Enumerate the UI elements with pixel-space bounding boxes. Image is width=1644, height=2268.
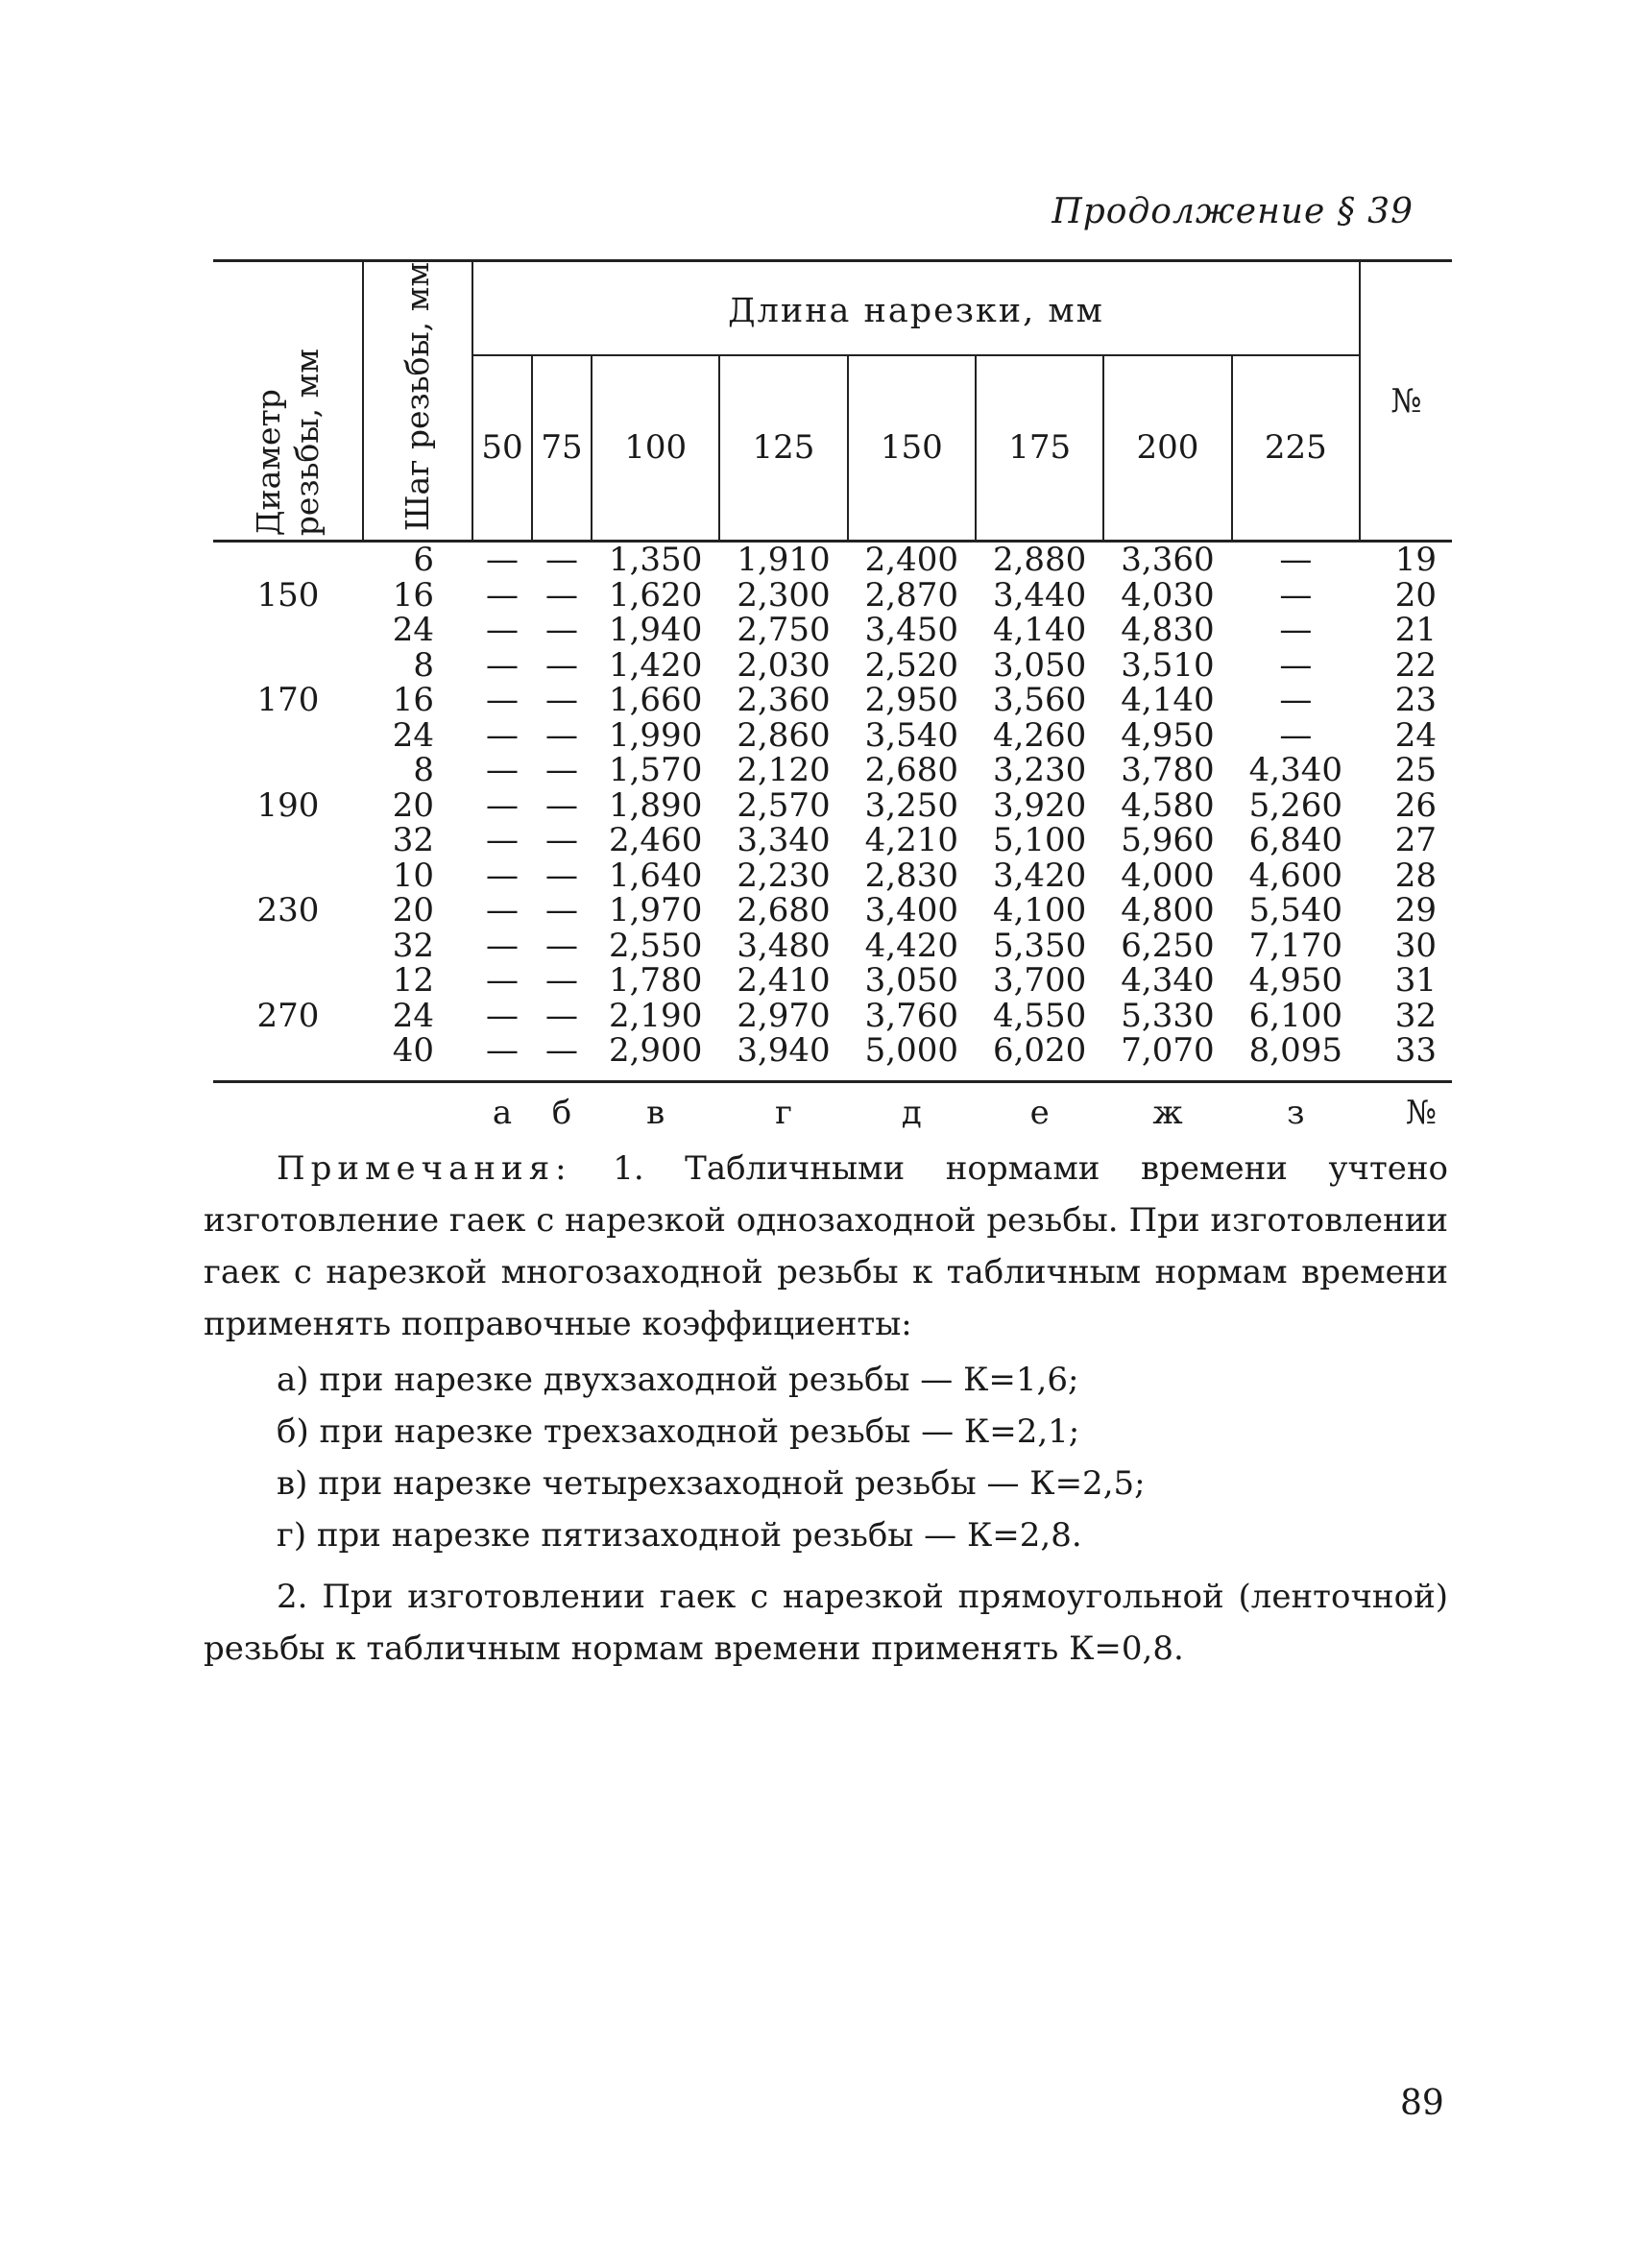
time-value: 2,190 bbox=[608, 996, 703, 1035]
time-value: 1,640 bbox=[608, 856, 703, 895]
time-value: 3,250 bbox=[864, 785, 958, 825]
time-value: 7,070 bbox=[1121, 1031, 1215, 1071]
time-cell bbox=[976, 753, 1103, 858]
time-value: 2,570 bbox=[737, 785, 831, 825]
diameter-cell: 230 bbox=[256, 891, 320, 930]
step-value: 24 bbox=[392, 715, 434, 755]
step-value: 24 bbox=[392, 996, 434, 1035]
time-value: 2,550 bbox=[608, 926, 703, 965]
time-value: 2,870 bbox=[864, 575, 958, 615]
time-value: 7,170 bbox=[1248, 926, 1342, 965]
time-value: 5,960 bbox=[1121, 821, 1215, 860]
time-value: 3,340 bbox=[737, 821, 831, 860]
time-value: 4,030 bbox=[1121, 575, 1215, 615]
time-value: — bbox=[1279, 645, 1313, 685]
row-number: 28 bbox=[1394, 856, 1437, 895]
time-value: 2,950 bbox=[864, 681, 958, 720]
coefficient-item: в) при нарезке четырехзаходной резьбы — К=2,5; bbox=[277, 1464, 1146, 1503]
diameter-group bbox=[213, 963, 1452, 1081]
length-header: 150 bbox=[848, 355, 976, 541]
step-value: 10 bbox=[392, 856, 434, 895]
notes-label: Примечания: bbox=[277, 1149, 572, 1188]
time-value: 2,880 bbox=[992, 541, 1087, 580]
step-cell bbox=[363, 645, 472, 755]
time-cell bbox=[472, 858, 532, 964]
time-value: 2,900 bbox=[608, 1031, 703, 1071]
length-header: 200 bbox=[1103, 355, 1231, 541]
time-cell bbox=[592, 753, 719, 858]
time-value: 1,990 bbox=[608, 715, 703, 755]
step-value: 40 bbox=[392, 1031, 434, 1071]
length-header: 50 bbox=[472, 355, 532, 541]
time-value: — bbox=[486, 856, 519, 895]
step-value: 8 bbox=[413, 645, 434, 685]
time-cell bbox=[719, 645, 847, 755]
time-value: — bbox=[545, 575, 578, 615]
row-number: 33 bbox=[1394, 1031, 1437, 1071]
time-value: 4,340 bbox=[1248, 751, 1342, 790]
column-letter: г bbox=[775, 1093, 792, 1132]
step-value: 12 bbox=[392, 961, 434, 1001]
row-number: 25 bbox=[1394, 751, 1437, 790]
time-value: — bbox=[486, 541, 519, 580]
time-value: 6,020 bbox=[992, 1031, 1087, 1071]
time-cell bbox=[532, 542, 592, 648]
col-header-step: Шаг резьбы, мм bbox=[363, 261, 472, 541]
step-value: 8 bbox=[413, 751, 434, 790]
time-value: — bbox=[545, 961, 578, 1001]
time-value: — bbox=[545, 785, 578, 825]
step-value: 32 bbox=[392, 821, 434, 860]
row-number: 30 bbox=[1394, 926, 1437, 965]
time-value: 4,800 bbox=[1121, 891, 1215, 930]
time-cell bbox=[592, 963, 719, 1081]
column-letter: з bbox=[1287, 1093, 1305, 1132]
diameter-cell: 190 bbox=[256, 785, 320, 825]
time-cell bbox=[719, 858, 847, 964]
time-value: — bbox=[545, 1031, 578, 1071]
time-value: 3,400 bbox=[864, 891, 958, 930]
step-value: 16 bbox=[392, 575, 434, 615]
time-value: 3,940 bbox=[737, 1031, 831, 1071]
time-cell bbox=[1232, 645, 1360, 755]
time-value: — bbox=[1279, 575, 1313, 615]
row-number-cell bbox=[1360, 542, 1452, 648]
time-value: 5,260 bbox=[1248, 785, 1342, 825]
time-value: 2,970 bbox=[737, 996, 831, 1035]
col-header-number: № bbox=[1360, 261, 1452, 541]
time-cell bbox=[848, 753, 976, 858]
time-cell bbox=[719, 753, 847, 858]
time-value: 3,420 bbox=[992, 856, 1087, 895]
time-cell bbox=[1103, 753, 1231, 858]
time-value: 2,520 bbox=[864, 645, 958, 685]
time-value: 3,540 bbox=[864, 715, 958, 755]
time-value: — bbox=[486, 611, 519, 650]
time-cell bbox=[1103, 858, 1231, 964]
diameter-cell: 170 bbox=[256, 681, 320, 720]
time-cell bbox=[976, 963, 1103, 1081]
time-cell bbox=[532, 858, 592, 964]
time-value: 2,360 bbox=[737, 681, 831, 720]
time-cell bbox=[976, 858, 1103, 964]
time-cell bbox=[719, 542, 847, 648]
time-value: 3,450 bbox=[864, 611, 958, 650]
time-cell bbox=[1232, 858, 1360, 964]
time-value: 8,095 bbox=[1248, 1031, 1342, 1071]
row-number: 27 bbox=[1394, 821, 1437, 860]
time-value: 1,780 bbox=[608, 961, 703, 1001]
time-value: — bbox=[1279, 681, 1313, 720]
step-cell bbox=[363, 542, 472, 648]
column-letter: д bbox=[901, 1093, 922, 1132]
time-cell bbox=[472, 963, 532, 1081]
time-value: — bbox=[545, 926, 578, 965]
time-cell bbox=[1232, 963, 1360, 1081]
time-value: 6,100 bbox=[1248, 996, 1342, 1035]
time-value: 3,700 bbox=[992, 961, 1087, 1001]
step-value: 20 bbox=[392, 891, 434, 930]
time-value: — bbox=[486, 996, 519, 1035]
time-value: 2,410 bbox=[737, 961, 831, 1001]
length-header: 75 bbox=[532, 355, 592, 541]
time-value: 2,300 bbox=[737, 575, 831, 615]
time-value: — bbox=[545, 541, 578, 580]
page-number: 89 bbox=[1400, 2084, 1444, 2123]
time-value: 2,680 bbox=[737, 891, 831, 930]
time-value: 4,830 bbox=[1121, 611, 1215, 650]
time-value: 2,830 bbox=[864, 856, 958, 895]
time-value: 5,330 bbox=[1121, 996, 1215, 1035]
column-letter: б bbox=[551, 1093, 572, 1132]
note-1 bbox=[204, 1143, 1448, 1350]
time-value: 4,340 bbox=[1121, 961, 1215, 1001]
time-cell bbox=[532, 753, 592, 858]
step-value: 6 bbox=[413, 541, 434, 580]
step-cell bbox=[363, 858, 472, 964]
time-value: — bbox=[486, 821, 519, 860]
time-value: 4,000 bbox=[1121, 856, 1215, 895]
row-number: 21 bbox=[1394, 611, 1437, 650]
time-value: 2,230 bbox=[737, 856, 831, 895]
time-cell bbox=[976, 645, 1103, 755]
column-letter: а bbox=[492, 1093, 513, 1132]
col-header-length-group: Длина нарезки, мм bbox=[472, 261, 1360, 355]
length-header: 175 bbox=[976, 355, 1103, 541]
coefficient-list bbox=[277, 1354, 1448, 1561]
time-cell bbox=[592, 542, 719, 648]
row-number: 20 bbox=[1394, 575, 1437, 615]
time-value: 2,030 bbox=[737, 645, 831, 685]
time-value: 4,140 bbox=[1121, 681, 1215, 720]
time-cell bbox=[532, 645, 592, 755]
time-value: 6,250 bbox=[1121, 926, 1215, 965]
time-cell bbox=[1103, 963, 1231, 1081]
time-cell bbox=[592, 858, 719, 964]
time-value: — bbox=[1279, 715, 1313, 755]
time-value: — bbox=[486, 785, 519, 825]
length-header: 100 bbox=[592, 355, 719, 541]
time-value: 1,620 bbox=[608, 575, 703, 615]
time-cell bbox=[532, 963, 592, 1081]
time-value: 4,140 bbox=[992, 611, 1087, 650]
time-value: 4,950 bbox=[1121, 715, 1215, 755]
time-value: — bbox=[486, 891, 519, 930]
time-value: 4,420 bbox=[864, 926, 958, 965]
time-cell bbox=[848, 645, 976, 755]
time-value: 4,100 bbox=[992, 891, 1087, 930]
running-header: Продолжение § 39 bbox=[1052, 192, 1414, 231]
time-value: 3,050 bbox=[864, 961, 958, 1001]
row-number: 22 bbox=[1394, 645, 1437, 685]
time-value: 1,570 bbox=[608, 751, 703, 790]
time-value: 3,780 bbox=[1121, 751, 1215, 790]
time-cell bbox=[1232, 542, 1360, 648]
time-value: — bbox=[1279, 611, 1313, 650]
diameter-group bbox=[213, 858, 1452, 964]
time-value: 1,350 bbox=[608, 541, 703, 580]
note-1-text: 1. Табличными нормами времени учтено изготовление гаек с нарезкой однозаходной резьбы. При изготовлении гаек с нарезкой многозаходной резьбы к табличным нормам времени применять поправочные коэффициенты: bbox=[204, 1149, 1448, 1343]
time-value: 3,230 bbox=[992, 751, 1087, 790]
time-value: 4,580 bbox=[1121, 785, 1215, 825]
coefficient-item: г) при нарезке пятизаходной резьбы — К=2,8. bbox=[277, 1516, 1082, 1555]
time-cell bbox=[472, 753, 532, 858]
time-value: — bbox=[545, 715, 578, 755]
length-header: 125 bbox=[719, 355, 847, 541]
time-value: — bbox=[545, 681, 578, 720]
time-value: — bbox=[545, 856, 578, 895]
time-value: — bbox=[486, 926, 519, 965]
time-value: 5,350 bbox=[992, 926, 1087, 965]
row-number: 23 bbox=[1394, 681, 1437, 720]
time-value: 2,400 bbox=[864, 541, 958, 580]
coefficient-item: а) при нарезке двухзаходной резьбы — К=1,6; bbox=[277, 1361, 1079, 1399]
time-value: 6,840 bbox=[1248, 821, 1342, 860]
time-value: 1,970 bbox=[608, 891, 703, 930]
row-number: 32 bbox=[1394, 996, 1437, 1035]
time-value: 2,680 bbox=[864, 751, 958, 790]
time-value: 4,950 bbox=[1248, 961, 1342, 1001]
time-value: 3,510 bbox=[1121, 645, 1215, 685]
time-value: 1,420 bbox=[608, 645, 703, 685]
diameter-cell: 150 bbox=[256, 575, 320, 615]
time-value: 1,890 bbox=[608, 785, 703, 825]
time-cell bbox=[719, 963, 847, 1081]
row-number: 24 bbox=[1394, 715, 1437, 755]
time-cell bbox=[472, 645, 532, 755]
note-2: 2. При изготовлении гаек с нарезкой прямоугольной (ленточной) резьбы к табличным нормам времени применять К=0,8. bbox=[204, 1578, 1448, 1668]
time-value: 2,860 bbox=[737, 715, 831, 755]
time-value: 3,480 bbox=[737, 926, 831, 965]
time-cell bbox=[472, 542, 532, 648]
row-number: 19 bbox=[1394, 541, 1437, 580]
time-value: 3,760 bbox=[864, 996, 958, 1035]
time-cell bbox=[592, 645, 719, 755]
time-value: — bbox=[486, 681, 519, 720]
time-cell bbox=[1103, 542, 1231, 648]
time-value: — bbox=[545, 996, 578, 1035]
coefficient-item: б) при нарезке трехзаходной резьбы — К=2,1; bbox=[277, 1412, 1080, 1451]
step-cell bbox=[363, 963, 472, 1081]
time-value: — bbox=[545, 611, 578, 650]
time-value: 4,260 bbox=[992, 715, 1087, 755]
row-number-cell bbox=[1360, 645, 1452, 755]
step-value: 32 bbox=[392, 926, 434, 965]
column-letter: е bbox=[1029, 1093, 1050, 1132]
row-number-cell bbox=[1360, 858, 1452, 964]
time-value: 2,750 bbox=[737, 611, 831, 650]
column-letters-row bbox=[213, 1083, 1452, 1143]
time-cell bbox=[1232, 753, 1360, 858]
time-value: 2,120 bbox=[737, 751, 831, 790]
time-value: 1,660 bbox=[608, 681, 703, 720]
time-value: — bbox=[486, 645, 519, 685]
time-value: — bbox=[486, 751, 519, 790]
time-value: — bbox=[486, 715, 519, 755]
diameter-group bbox=[213, 753, 1452, 858]
time-value: — bbox=[545, 891, 578, 930]
diameter-cell: 270 bbox=[256, 996, 320, 1035]
diameter-group bbox=[213, 648, 1452, 754]
time-value: — bbox=[486, 961, 519, 1001]
time-value: — bbox=[545, 645, 578, 685]
row-number: 29 bbox=[1394, 891, 1437, 930]
length-header: 225 bbox=[1232, 355, 1360, 541]
time-value: 3,920 bbox=[992, 785, 1087, 825]
time-value: 5,540 bbox=[1248, 891, 1342, 930]
step-value: 16 bbox=[392, 681, 434, 720]
time-value: 5,000 bbox=[864, 1031, 958, 1071]
step-value: 20 bbox=[392, 785, 434, 825]
time-cell bbox=[848, 542, 976, 648]
row-number: 26 bbox=[1394, 785, 1437, 825]
diameter-group bbox=[213, 542, 1452, 648]
notes bbox=[204, 1143, 1448, 1675]
time-value: 3,050 bbox=[992, 645, 1087, 685]
time-value: 3,360 bbox=[1121, 541, 1215, 580]
time-cell bbox=[976, 542, 1103, 648]
step-value: 24 bbox=[392, 611, 434, 650]
time-value: 4,600 bbox=[1248, 856, 1342, 895]
step-cell bbox=[363, 753, 472, 858]
time-value: 1,910 bbox=[737, 541, 831, 580]
time-value: 1,940 bbox=[608, 611, 703, 650]
time-value: 4,210 bbox=[864, 821, 958, 860]
time-cell bbox=[1103, 645, 1231, 755]
time-value: 2,460 bbox=[608, 821, 703, 860]
time-value: 5,100 bbox=[992, 821, 1087, 860]
column-letter: в bbox=[646, 1093, 665, 1132]
time-value: — bbox=[486, 1031, 519, 1071]
time-value: — bbox=[1279, 541, 1313, 580]
time-value: — bbox=[545, 751, 578, 790]
time-value: 3,560 bbox=[992, 681, 1087, 720]
time-value: — bbox=[486, 575, 519, 615]
norms-table bbox=[213, 259, 1452, 1143]
time-value: — bbox=[545, 821, 578, 860]
column-letter: ж bbox=[1152, 1093, 1183, 1132]
time-cell bbox=[848, 858, 976, 964]
row-number-cell bbox=[1360, 753, 1452, 858]
row-number-cell bbox=[1360, 963, 1452, 1081]
row-number: 31 bbox=[1394, 961, 1437, 1001]
time-value: 3,440 bbox=[992, 575, 1087, 615]
time-value: 4,550 bbox=[992, 996, 1087, 1035]
col-header-diameter: Диаметр резьбы, мм bbox=[213, 261, 363, 541]
time-cell bbox=[848, 963, 976, 1081]
column-letter-number: № bbox=[1405, 1093, 1437, 1132]
